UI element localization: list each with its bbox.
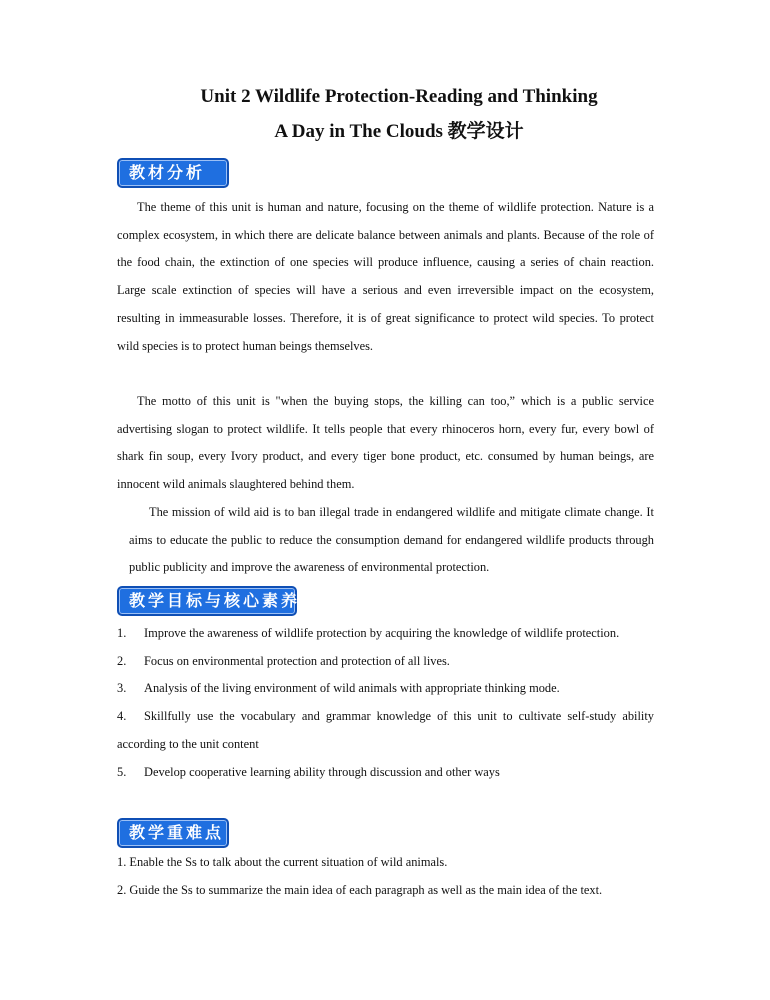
list-item: 2. Guide the Ss to summarize the main idea of each paragraph as well as the main idea of the text. [117, 882, 603, 897]
item-number: 4. [117, 709, 127, 724]
item-text: Focus on environmental protection and protection of all lives. [144, 653, 450, 668]
document-title: Unit 2 Wildlife Protection-Reading and Thinking [200, 86, 598, 107]
list-item [117, 620, 654, 648]
item-number: 3. [117, 681, 127, 696]
item-number: 2. [117, 653, 127, 668]
document-subtitle: A Day in The Clouds 教学设计 [274, 121, 524, 142]
analysis-paragraph: The motto of this unit is "when the buying stops, the killing can too,” which is a public service advertising slogan to protect wildlife. It tells people that every rhinoceros horn, every fur, every bowl of shark fin soup, every Ivory product, and every tiger bone product, etc. consumed by human beings, are innocent wild animals slaughtered behind them. [117, 394, 654, 492]
item-text: Analysis of the living environment of wild animals with appropriate thinking mode. [144, 681, 560, 696]
list-item [117, 648, 654, 676]
item-text: Develop cooperative learning ability through discussion and other ways [144, 764, 500, 779]
list-item: 1. Enable the Ss to talk about the current situation of wild animals. [117, 855, 448, 869]
list-item [117, 675, 654, 703]
item-text: Skillfully use the vocabulary and grammar knowledge of this unit to cultivate self-study ability according to the unit content [117, 709, 654, 751]
item-number: 5. [117, 764, 127, 779]
list-item [117, 703, 654, 758]
section-heading-analysis: 教材分析 [117, 158, 229, 188]
list-item [117, 759, 654, 787]
item-number: 1. [117, 626, 127, 640]
analysis-paragraph: The mission of wild aid is to ban illegal trade in endangered wildlife and mitigate climate change. It aims to educate the public to reduce the consumption demand for endangered wildlife products through public publicity and improve the awareness of environmental protection. [129, 505, 654, 575]
section-heading-objectives: 教学目标与核心素养 [117, 586, 297, 616]
analysis-paragraph: The theme of this unit is human and nature, focusing on the theme of wildlife protection. Nature is a complex ecosystem, in which there are delicate balance between animals and plants. Because of the role of the food chain, the extinction of one species will produce influence, causing a series of chain reaction. Large scale extinction of species will have a serious and even irreversible impact on the ecosystem, resulting in immeasurable losses. Therefore, it is of great significance to protect wild species. To protect wild species is to protect human beings themselves. [117, 200, 654, 353]
objectives-list [117, 620, 654, 786]
item-text: Improve the awareness of wildlife protection by acquiring the knowledge of wildlife protection. [144, 626, 620, 640]
section-heading-key-points: 教学重难点 [117, 818, 229, 848]
key-points-list [117, 849, 654, 904]
